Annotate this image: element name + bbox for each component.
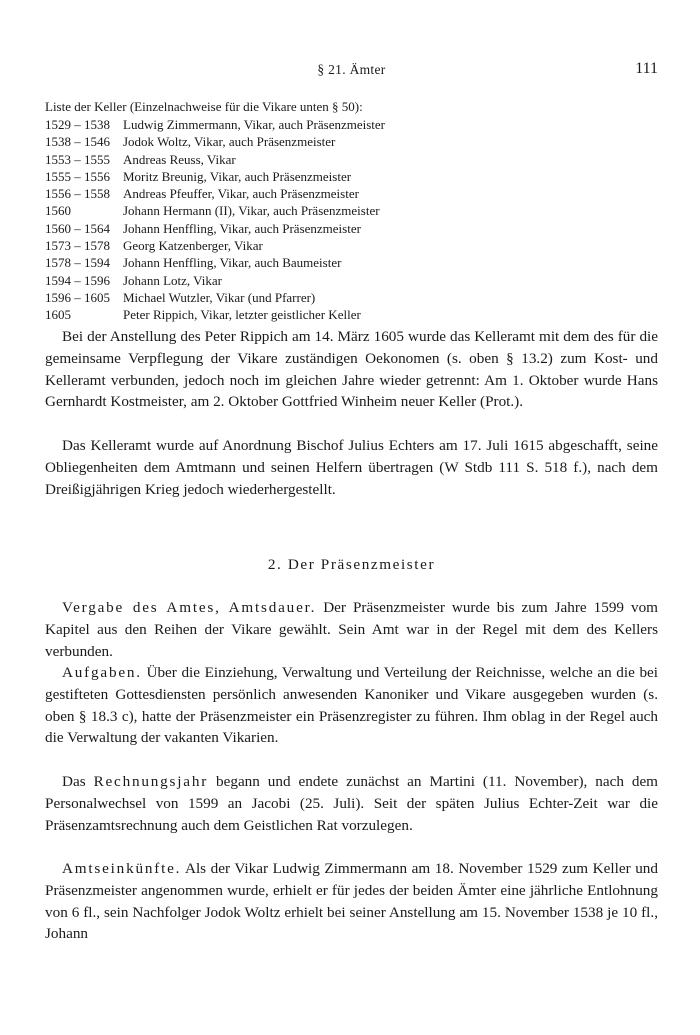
keller-years: 1605 [45, 307, 71, 323]
keller-years: 1573 – 1578 [45, 238, 110, 254]
keller-list-row [45, 289, 385, 306]
keller-list-row [45, 220, 385, 237]
keller-list-row [45, 202, 385, 219]
keller-name: Jodok Woltz, Vikar, auch Präsenzmeister [123, 134, 336, 150]
keller-name: Peter Rippich, Vikar, letzter geistlicher Keller [123, 307, 361, 323]
run-in-heading: Aufgaben. [62, 664, 142, 681]
keller-name: Johann Henffling, Vikar, auch Baumeister [123, 255, 342, 271]
keller-list-intro: Liste der Keller (Einzelnachweise für die Vikare unten § 50): [45, 99, 363, 114]
keller-years: 1578 – 1594 [45, 255, 110, 271]
keller-list-row [45, 151, 385, 168]
paragraph-text: Der Präsenzmeister wurde bis zum Jahre 1599 vom Kapitel aus den Reihen der Vikare gewählt. Sein Amt war in der Regel mit dem des Kellers verbunden. [45, 599, 658, 660]
keller-years: 1556 – 1558 [45, 186, 110, 202]
keller-name: Johann Lotz, Vikar [123, 272, 222, 288]
keller-list-row [45, 185, 385, 202]
run-in-heading: Amtseinkünfte. [62, 860, 182, 877]
paragraph-text: Das Kelleramt wurde auf Anordnung Bischof Julius Echters am 17. Juli 1615 abgeschafft, seine Obliegenheiten dem Amtmann und seinen Helfern übertragen (W Stdb 111 S. 518 f.), nach dem Dreißigjährigen Krieg jedoch wiederhergestellt. [45, 437, 658, 498]
keller-list-row [45, 116, 385, 133]
keller-name: Andreas Pfeuffer, Vikar, auch Präsenzmeister [123, 186, 359, 202]
keller-name: Ludwig Zimmermann, Vikar, auch Präsenzmeister [123, 117, 385, 132]
paragraph-text: Als der Vikar Ludwig Zimmermann am 18. November 1529 zum Keller und Präsenzmeister angenommen wurde, erhielt er für jedes der beiden Ämter eine jährliche Entlohnung von 6 fl., sein Nachfolger Jodok Woltz erhielt bei seiner Anstellung am 15. November 1538 je 10 fl., Johann [45, 860, 658, 943]
keller-years: 1560 – 1564 [45, 220, 110, 236]
keller-years: 1553 – 1555 [45, 151, 110, 167]
keller-list-row [45, 272, 385, 289]
keller-list-row [45, 168, 385, 185]
keller-list-row [45, 254, 385, 271]
keller-list [45, 116, 385, 324]
paragraph-vergabe [45, 597, 658, 662]
running-head [45, 62, 658, 82]
keller-list-row [45, 306, 385, 323]
keller-name: Johann Hermann (II), Vikar, auch Präsenzmeister [123, 203, 380, 219]
keller-list-row [45, 237, 385, 254]
paragraph-rechnungsjahr [45, 771, 658, 836]
paragraph-text: Bei der Anstellung des Peter Rippich am 14. März 1605 wurde das Kelleramt mit dem des für die gemeinsame Verpflegung der Vikare zuständigen Oekonomen (s. oben § 13.2) zum Kost- und Kelleramt verbunden, jedoch noch im gleichen Jahre wieder getrennt: Am 1. Oktober wurde Hans Gernhardt Kostmeister, am 2. Oktober Gottfried Winheim neuer Keller (Prot.). [45, 328, 658, 411]
keller-years: 1596 – 1605 [45, 289, 110, 305]
keller-years: 1560 [45, 203, 71, 219]
keller-name: Michael Wutzler, Vikar (und Pfarrer) [123, 289, 316, 305]
keller-years: 1529 – 1538 [45, 117, 110, 132]
keller-name: Johann Henffling, Vikar, auch Präsenzmeister [123, 220, 361, 236]
keller-years: 1538 – 1546 [45, 134, 110, 150]
paragraph-text: begann und endete zunächst an Martini (11. November), nach dem Personalwechsel von 1599 an Jacobi (25. Juli). Seit der späten Julius Echter-Zeit war die Präsenzamtsrechnung auch dem Geistlichen Rat vorzulegen. [45, 773, 658, 834]
paragraph-aufgaben [45, 662, 658, 749]
keller-years: 1555 – 1556 [45, 168, 110, 184]
section-title: § 21. Ämter [317, 62, 386, 77]
paragraph-text: Über die Einziehung, Verwaltung und Verteilung der Reichnisse, welche an die bei gestifteten Gottesdiensten persönlich anwesenden Kanoniker und Vikare ausgegeben wurden (s. oben § 18.3 c), hatte der Präsenzmeister ein Präsenzregister zu führen. Ihm oblag in der Regel auch die Verwaltung der vakanten Vikarien. [45, 664, 658, 747]
section-heading: 2. Der Präsenzmeister [267, 556, 436, 573]
paragraph-kelleramt [45, 435, 658, 500]
run-in-heading: Vergabe des Amtes, Amtsdauer. [62, 599, 317, 616]
keller-name: Andreas Reuss, Vikar [123, 151, 236, 167]
paragraph-prefix: Das [62, 773, 94, 790]
page-number: 111 [635, 60, 658, 77]
keller-name: Georg Katzenberger, Vikar [123, 238, 263, 254]
keller-list-row [45, 133, 385, 150]
keller-name: Moritz Breunig, Vikar, auch Präsenzmeister [123, 168, 352, 184]
keller-years: 1594 – 1596 [45, 272, 110, 288]
paragraph-amtseinkuenfte [45, 858, 658, 945]
paragraph-rippich [45, 326, 658, 413]
run-in-heading: Rechnungsjahr [93, 773, 209, 790]
